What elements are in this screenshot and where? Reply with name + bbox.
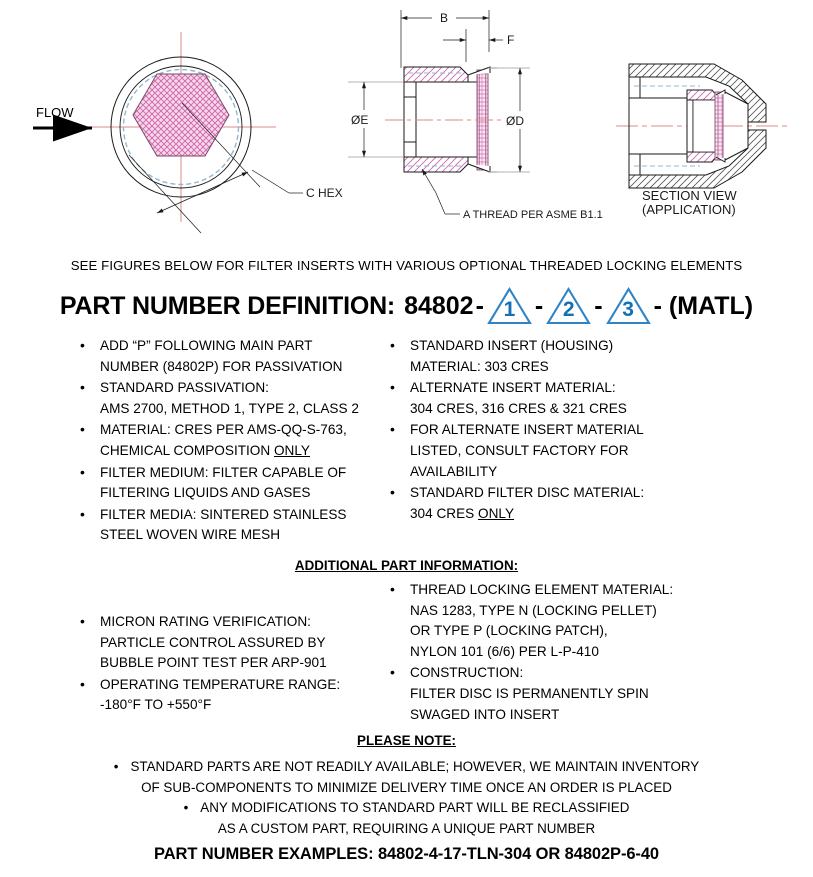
- additional-part-information-heading-text: ADDITIONAL PART INFORMATION:: [294, 558, 519, 573]
- oe-dim-label: ØE: [351, 113, 369, 127]
- callout-triangle-3: [605, 286, 652, 326]
- additional-part-information-heading: [0, 558, 813, 573]
- list-item-line: 304 CRES, 316 CRES & 321 CRES: [410, 400, 627, 416]
- bullet-icon: •: [183, 800, 189, 815]
- list-item-line: MATERIAL: 303 CRES: [410, 358, 549, 374]
- list-item: [72, 420, 372, 461]
- part-number-examples: PART NUMBER EXAMPLES: 84802-4-17-TLN-304 OR 84802P-6-40: [154, 845, 659, 863]
- section-elevation-drawing: [348, 10, 603, 221]
- list-item-line: SWAGED INTO INSERT: [410, 706, 560, 722]
- list-item-line: • FILTER MEDIA: SINTERED STAINLESS: [100, 506, 347, 522]
- list-item: [382, 663, 813, 725]
- additional-column-left: [0, 580, 372, 726]
- list-item-line: -180°F TO +550°F: [100, 697, 212, 713]
- specification-columns: [0, 336, 813, 547]
- list-item-line: • MATERIAL: CRES PER AMS-QQ-S-763,: [100, 422, 347, 438]
- list-item-line: BUBBLE POINT TEST PER ARP-901: [100, 655, 327, 671]
- part-number-base: 84802: [404, 291, 474, 320]
- part-number-dash-3: -: [594, 291, 603, 320]
- od-dim-label: ØD: [506, 114, 524, 128]
- list-item-line: • MICRON RATING VERIFICATION:: [100, 614, 311, 629]
- please-note-line: AS A CUSTOM PART, REQUIRING A UNIQUE PART NUMBER: [217, 820, 596, 836]
- list-item-line: • CONSTRUCTION:: [410, 665, 524, 681]
- list-item-line: • FILTER MEDIUM: FILTER CAPABLE OF: [100, 464, 347, 480]
- list-item-line: FILTERING LIQUIDS AND GASES: [100, 485, 311, 501]
- list-item: [72, 505, 372, 546]
- list-item-line: • STANDARD PASSIVATION:: [100, 380, 269, 396]
- list-item: [382, 483, 813, 524]
- list-item-line: AMS 2700, METHOD 1, TYPE 2, CLASS 2: [100, 400, 359, 416]
- list-item-line: • FOR ALTERNATE INSERT MATERIAL: [410, 422, 644, 438]
- please-note-line: • ANY MODIFICATIONS TO STANDARD PART WILL BE RECLASSIFIED: [0, 798, 813, 819]
- additional-column-right: [372, 580, 813, 726]
- please-note-heading-text: PLEASE NOTE:: [357, 733, 456, 748]
- list-item-line: • OPERATING TEMPERATURE RANGE:: [100, 676, 341, 692]
- list-item-line: • STANDARD FILTER DISC MATERIAL:: [410, 485, 645, 501]
- b-dim-label: B: [440, 11, 449, 25]
- part-number-definition-row: [0, 284, 813, 328]
- list-item-line: LISTED, CONSULT FACTORY FOR: [410, 442, 629, 458]
- callout-number-1: 1: [503, 298, 516, 321]
- section-view-title-line1: SECTION VIEW: [642, 188, 737, 203]
- please-note-line: • STANDARD PARTS ARE NOT READILY AVAILABLE; HOWEVER, WE MAINTAIN INVENTORY: [0, 757, 813, 778]
- f-dim-label: F: [507, 33, 515, 47]
- list-item-line: • ADD “P” FOLLOWING MAIN PART: [100, 338, 313, 353]
- list-item-line: PARTICLE CONTROL ASSURED BY: [100, 634, 326, 650]
- list-item: [382, 336, 813, 377]
- list-item: [72, 612, 372, 674]
- spec-list-right: [382, 336, 813, 524]
- list-item-line: STEEL WOVEN WIRE MESH: [100, 527, 281, 543]
- list-item: [382, 378, 813, 419]
- see-figures-note: SEE FIGURES BELOW FOR FILTER INSERTS WITH VARIOUS OPTIONAL THREADED LOCKING ELEMENTS: [70, 258, 743, 273]
- additional-list-left: [72, 612, 372, 716]
- underlined-word: ONLY: [478, 505, 515, 521]
- list-item-line: • STANDARD INSERT (HOUSING): [410, 338, 614, 353]
- c-hex-label-text: C HEX: [306, 186, 343, 200]
- list-item: [72, 675, 372, 716]
- end-view-drawing: [33, 32, 343, 233]
- callout-triangle-1: [486, 286, 533, 326]
- list-item: [72, 336, 372, 377]
- part-number-matl-suffix: (MATL): [668, 291, 754, 320]
- list-item-line: 304 CRES ONLY: [410, 505, 515, 521]
- part-number-definition-label: PART NUMBER DEFINITION:: [59, 291, 396, 320]
- list-item-line: NYLON 101 (6/6) PER L-P-410: [410, 643, 599, 659]
- additional-list-right: [382, 580, 813, 725]
- callout-number-3: 3: [622, 298, 634, 321]
- flow-label-text: FLOW: [36, 105, 74, 120]
- section-view-title-line2: (APPLICATION): [642, 202, 736, 217]
- section-view-application-drawing: [616, 64, 790, 188]
- list-item: [382, 580, 813, 662]
- part-number-dash-2: -: [534, 291, 544, 320]
- list-item-line: • THREAD LOCKING ELEMENT MATERIAL:: [410, 582, 674, 597]
- list-item: [382, 420, 813, 482]
- list-item: [72, 463, 372, 504]
- list-item-line: OR TYPE P (LOCKING PATCH),: [410, 623, 608, 639]
- spec-list-left: [72, 336, 372, 546]
- thread-note-text: A THREAD PER ASME B1.1: [463, 209, 603, 221]
- part-number-dash-1: -: [475, 291, 484, 320]
- please-note-body: [0, 757, 813, 839]
- callout-triangle-2: [545, 286, 592, 326]
- spec-column-left: [0, 336, 372, 547]
- list-item-line: NAS 1283, TYPE N (LOCKING PELLET): [410, 602, 657, 618]
- list-item: [72, 378, 372, 419]
- engineering-drawing-area: [0, 0, 813, 250]
- list-item-line: FILTER DISC IS PERMANENTLY SPIN: [410, 685, 649, 701]
- part-number-dash-4: -: [653, 291, 662, 320]
- underlined-word: ONLY: [273, 442, 310, 458]
- list-item-line: AVAILABILITY: [410, 463, 498, 479]
- spec-column-right: [372, 336, 813, 547]
- bullet-icon: •: [113, 759, 119, 774]
- please-note-line: OF SUB-COMPONENTS TO MINIMIZE DELIVERY TIME ONCE AN ORDER IS PLACED: [141, 779, 672, 795]
- list-item-line: • ALTERNATE INSERT MATERIAL:: [410, 380, 616, 396]
- please-note-heading: [0, 733, 813, 748]
- list-item-line: NUMBER (84802P) FOR PASSIVATION: [100, 358, 343, 374]
- callout-number-2: 2: [562, 298, 575, 321]
- list-item-line: CHEMICAL COMPOSITION ONLY: [100, 442, 310, 458]
- additional-information-columns: [0, 580, 813, 726]
